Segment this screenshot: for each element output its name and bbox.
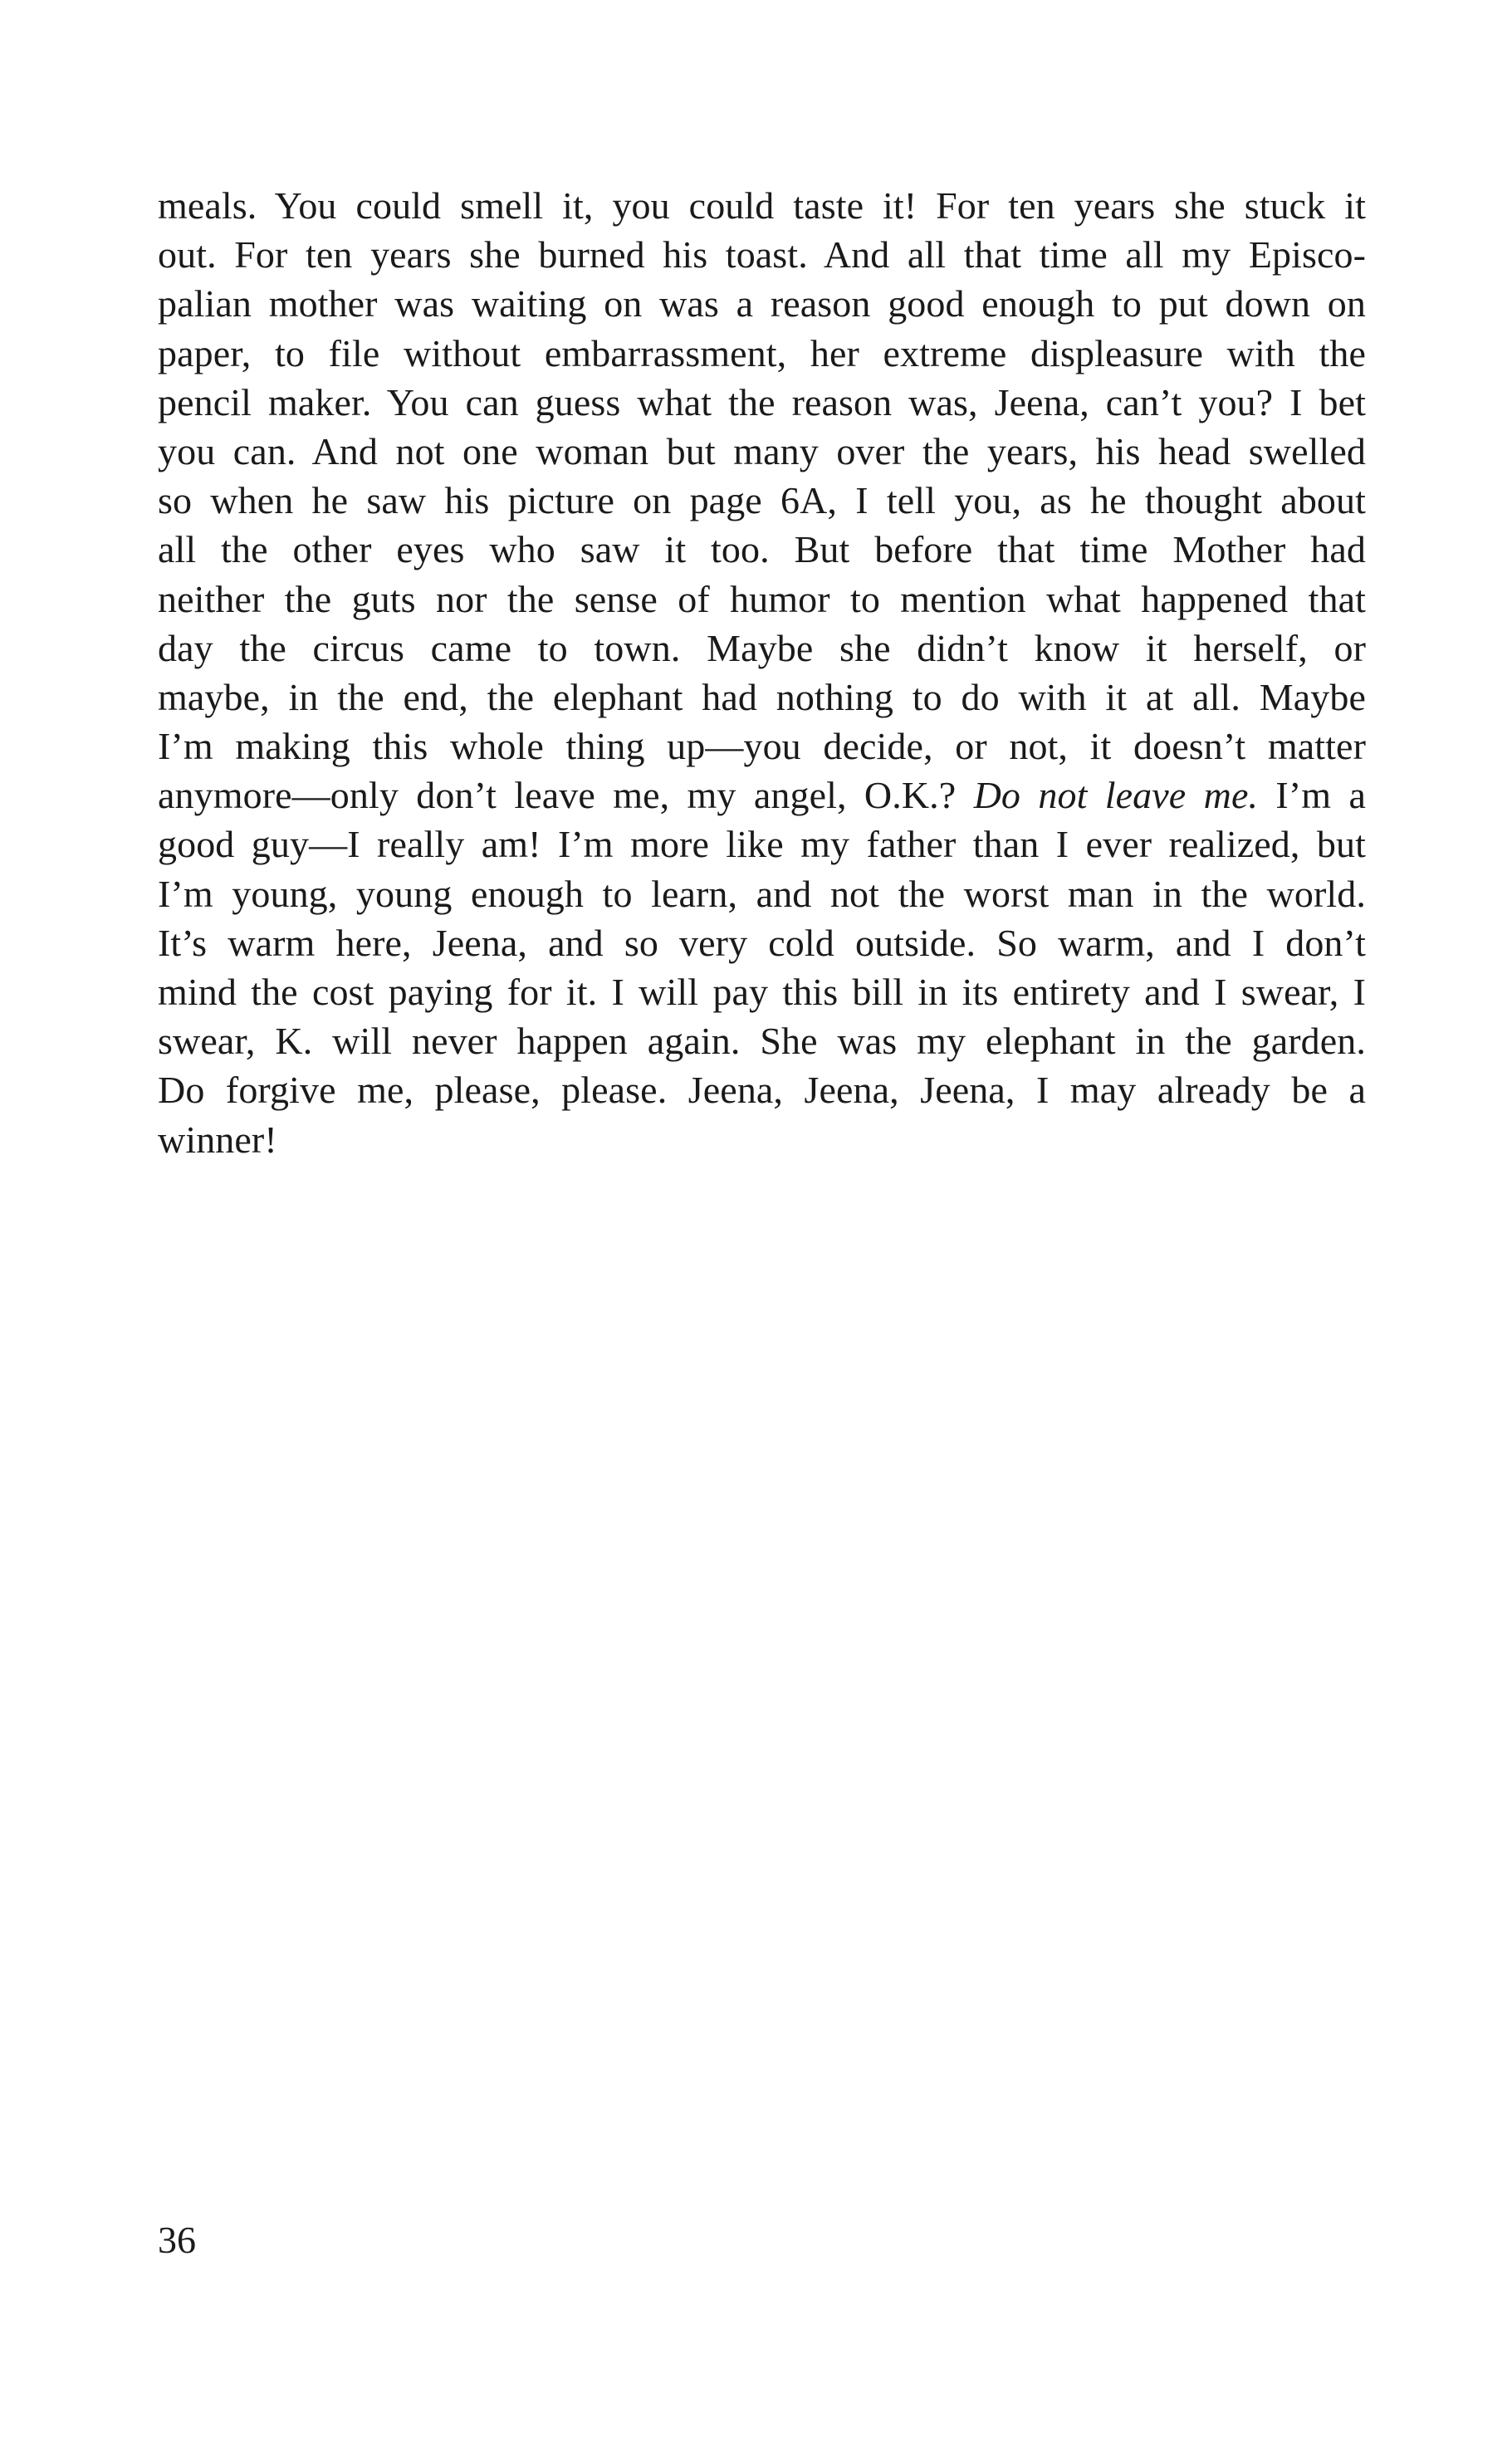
text-line: paper, to file without embarrassment, her extreme displeasure with the [158, 331, 1366, 374]
italic-phrase: Do not leave me. [973, 774, 1259, 817]
text-line-with-italic [158, 771, 1366, 820]
text-line: maybe, in the end, the elephant had nothing to do with it at all. Maybe [158, 675, 1366, 718]
page-number: 36 [158, 2219, 196, 2261]
text-line: meals. You could smell it, you could taste it! For ten years she stuck it [158, 184, 1366, 227]
text-line: neither the guts nor the sense of humor to mention what happened that [158, 577, 1366, 620]
text-segment: I’m a [1258, 774, 1366, 817]
text-line: It’s warm here, Jeena, and so very cold outside. So warm, and I don’t [158, 921, 1366, 964]
text-line: palian mother was waiting on was a reason good enough to put down on [158, 282, 1366, 325]
text-line: you can. And not one woman but many over the years, his head swelled [158, 429, 1366, 472]
text-segment: anymore—only don’t leave me, my angel, O.K.? [158, 774, 974, 817]
text-line: all the other eyes who saw it too. But before that time Mother had [158, 528, 1366, 571]
text-line: day the circus came to town. Maybe she didn’t know it herself, or [158, 626, 1366, 669]
text-line: so when he saw his picture on page 6A, I tell you, as he thought about [158, 479, 1366, 522]
text-line: pencil maker. You can guess what the reason was, Jeena, can’t you? I bet [158, 380, 1366, 423]
text-line: out. For ten years she burned his toast. And all that time all my Episco- [158, 233, 1366, 276]
text-line: I’m young, young enough to learn, and not the worst man in the world. [158, 872, 1366, 915]
text-line: good guy—I really am! I’m more like my father than I ever realized, but [158, 823, 1366, 866]
text-line: winner! [158, 1118, 277, 1161]
text-line: mind the cost paying for it. I will pay this bill in its entirety and I swear, I [158, 971, 1366, 1013]
text-line: Do forgive me, please, please. Jeena, Jeena, Jeena, I may already be a [158, 1069, 1366, 1112]
body-text [158, 181, 1366, 1164]
text-line: I’m making this whole thing up—you decide, or not, it doesn’t matter [158, 725, 1366, 768]
text-line: swear, K. will never happen again. She was my elephant in the garden. [158, 1020, 1366, 1063]
